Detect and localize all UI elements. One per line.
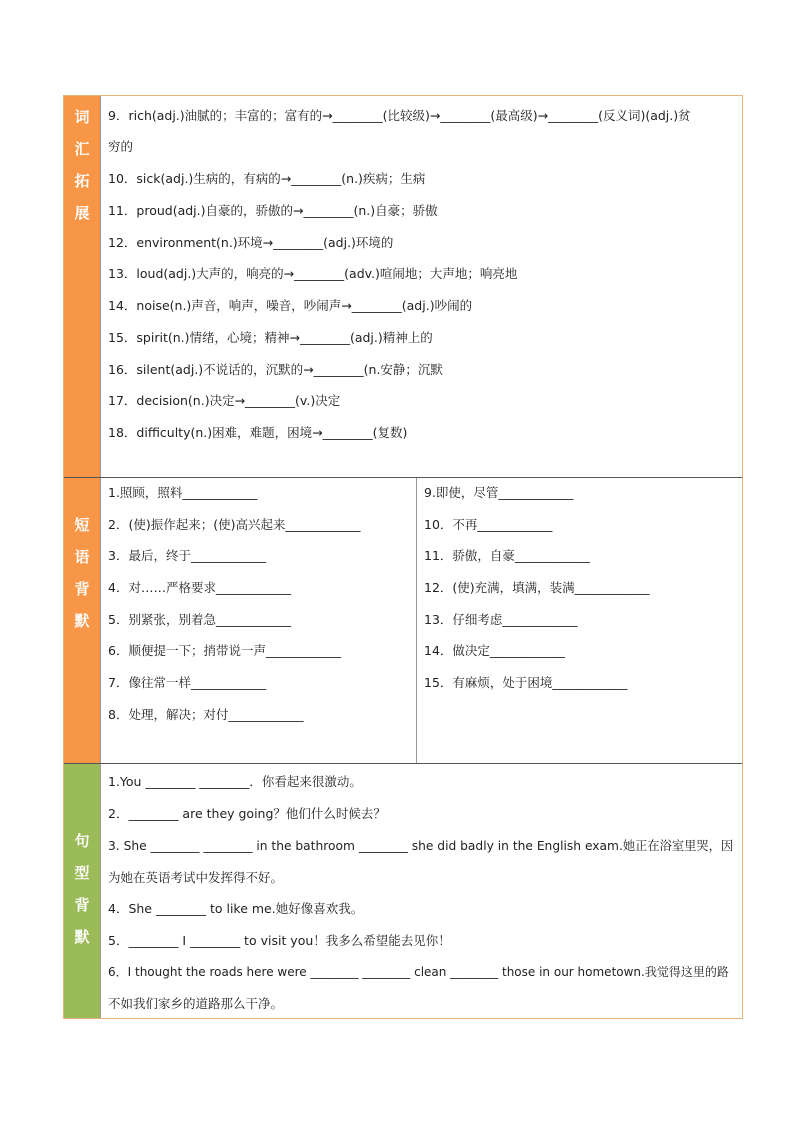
phrases-label [64, 478, 100, 763]
vocab-item: 14．noise(n.)声音，响声，噪音，吵闹声→________(adj.)吵闹的 [108, 298, 473, 313]
phrase-item: 15．有麻烦，处于困境____________ [424, 675, 628, 690]
phrase-item: 14．做决定____________ [424, 643, 565, 658]
phrase-item: 9.即使，尽管____________ [424, 485, 574, 500]
sentence-item: 不如我们家乡的道路那么干净。 [108, 996, 284, 1011]
vocab-item: 9．rich(adj.)油腻的；丰富的；富有的→________(比较级)→________(最高级)→________(反义词)(adj.)贫 [108, 108, 691, 123]
sentences-content [100, 764, 742, 1018]
phrase-item: 8．处理，解决；对付____________ [108, 707, 304, 722]
phrases-section [64, 478, 742, 764]
phrase-item: 5．别紧张，别着急____________ [108, 612, 291, 627]
label-char: 背 [74, 580, 90, 598]
vocab-item: 12．environment(n.)环境→________(adj.)环境的 [108, 235, 394, 250]
phrase-item: 13．仔细考虑____________ [424, 612, 578, 627]
phrase-item: 10．不再____________ [424, 517, 553, 532]
vocab-item: 15．spirit(n.)情绪，心境；精神→________(adj.)精神上的 [108, 330, 433, 345]
label-char: 型 [74, 864, 90, 882]
label-char: 展 [74, 204, 90, 222]
vocab-item: 16．silent(adj.)不说话的，沉默的→________(n.安静；沉默 [108, 362, 443, 377]
vocab-item: 穷的 [108, 139, 134, 154]
vocab-section [64, 96, 742, 478]
label-char: 背 [74, 896, 90, 914]
sentence-item: 5．________ I ________ to visit you！我多么希望能去见你！ [108, 933, 451, 948]
phrases-right-column [417, 478, 742, 763]
vocab-content [100, 96, 742, 477]
sentence-item: 为她在英语考试中发挥得不好。 [108, 870, 284, 885]
phrase-item: 3．最后，终于____________ [108, 548, 266, 563]
phrase-item: 12．(使)充满，填满，装满____________ [424, 580, 650, 595]
vocab-item: 11．proud(adj.)自豪的，骄傲的→________(n.)自豪；骄傲 [108, 203, 438, 218]
label-char: 默 [74, 612, 90, 630]
label-char: 汇 [74, 140, 90, 158]
vocab-item: 10．sick(adj.)生病的，有病的→________(n.)疾病；生病 [108, 171, 426, 186]
sentence-item: 2．________ are they going？他们什么时候去？ [108, 806, 386, 821]
phrase-item: 7．像往常一样____________ [108, 675, 266, 690]
sentence-item: 1.You ________ ________．你看起来很激动。 [108, 774, 362, 789]
sentences-section [64, 764, 742, 1018]
phrase-item: 11．骄傲，自豪____________ [424, 548, 590, 563]
label-char: 拓 [74, 172, 90, 190]
vocab-item: 17．decision(n.)决定→________(v.)决定 [108, 393, 341, 408]
vocab-label [64, 96, 100, 477]
phrases-left-column [101, 478, 417, 763]
label-char: 短 [74, 516, 90, 534]
label-char: 语 [74, 548, 90, 566]
sentences-label [64, 764, 100, 1018]
label-char: 词 [74, 108, 90, 126]
phrase-item: 2．(使)振作起来；(使)高兴起来____________ [108, 517, 361, 532]
worksheet-table [63, 95, 743, 1019]
label-char: 默 [74, 928, 90, 946]
vocab-item: 13．loud(adj.)大声的，响亮的→________(adv.)喧闹地；大声地；响亮地 [108, 266, 518, 281]
vocab-item: 18．difficulty(n.)困难，难题，困境→________(复数) [108, 425, 408, 440]
sentence-item: 6．I thought the roads here were ________ ________ clean ________ those in our hometown.我觉得这里的路 [108, 965, 729, 979]
sentence-item: 4．She ________ to like me.她好像喜欢我。 [108, 901, 364, 916]
phrase-item: 4．对……严格要求____________ [108, 580, 291, 595]
phrase-item: 1.照顾，照料____________ [108, 485, 258, 500]
phrases-content [100, 478, 742, 763]
phrase-item: 6．顺便提一下；捎带说一声____________ [108, 643, 341, 658]
label-char: 句 [74, 832, 90, 850]
sentence-item: 3. She ________ ________ in the bathroom ________ she did badly in the English exam.她正在浴室里哭，因 [108, 839, 734, 853]
